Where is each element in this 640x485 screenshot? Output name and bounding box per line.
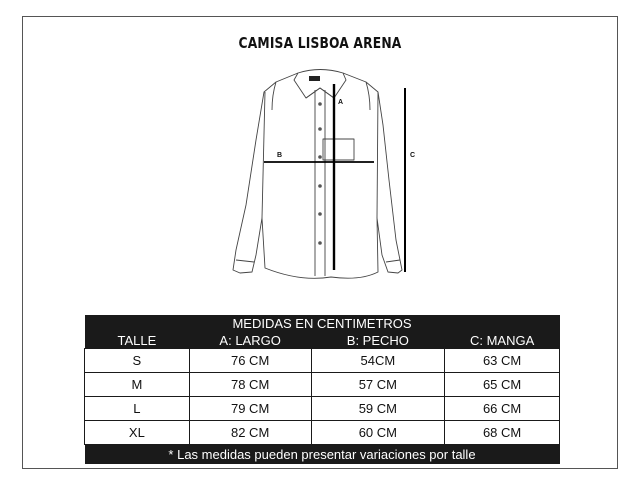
label-b: B bbox=[277, 152, 283, 159]
column-header: B: PECHO bbox=[311, 332, 445, 349]
table-cell: 60 CM bbox=[311, 421, 445, 445]
table-cell: XL bbox=[85, 421, 190, 445]
table-row bbox=[85, 349, 560, 373]
table-row bbox=[85, 373, 560, 397]
table-cell: 78 CM bbox=[189, 373, 311, 397]
column-header: A: LARGO bbox=[189, 332, 311, 349]
table-footnote-row bbox=[85, 445, 560, 465]
table-cell: S bbox=[85, 349, 190, 373]
table-heading-row bbox=[85, 315, 560, 332]
table-heading: MEDIDAS EN CENTIMETROS bbox=[85, 315, 560, 332]
table-row bbox=[85, 421, 560, 445]
table-footnote: * Las medidas pueden presentar variaciones por talle bbox=[85, 445, 560, 465]
table-cell: 54CM bbox=[311, 349, 445, 373]
table-cell: 66 CM bbox=[445, 397, 560, 421]
table-cell: 82 CM bbox=[189, 421, 311, 445]
table-cell: 59 CM bbox=[311, 397, 445, 421]
table-row bbox=[85, 397, 560, 421]
size-table bbox=[84, 315, 560, 464]
table-cell: 65 CM bbox=[445, 373, 560, 397]
table-cell: 68 CM bbox=[445, 421, 560, 445]
table-header-row bbox=[85, 332, 560, 349]
shirt-buttons bbox=[318, 102, 322, 245]
page-title: CAMISA LISBOA ARENA bbox=[238, 34, 402, 52]
table-cell: 57 CM bbox=[311, 373, 445, 397]
table-cell: M bbox=[85, 373, 190, 397]
label-c: C bbox=[410, 152, 416, 159]
table-cell: 79 CM bbox=[189, 397, 311, 421]
collar-tag-icon bbox=[309, 76, 320, 81]
column-header: TALLE bbox=[85, 332, 190, 349]
column-header: C: MANGA bbox=[445, 332, 560, 349]
table-cell: 63 CM bbox=[445, 349, 560, 373]
table-cell: L bbox=[85, 397, 190, 421]
label-a: A bbox=[338, 99, 344, 106]
shirt-outline-icon bbox=[233, 70, 402, 279]
table-cell: 76 CM bbox=[189, 349, 311, 373]
